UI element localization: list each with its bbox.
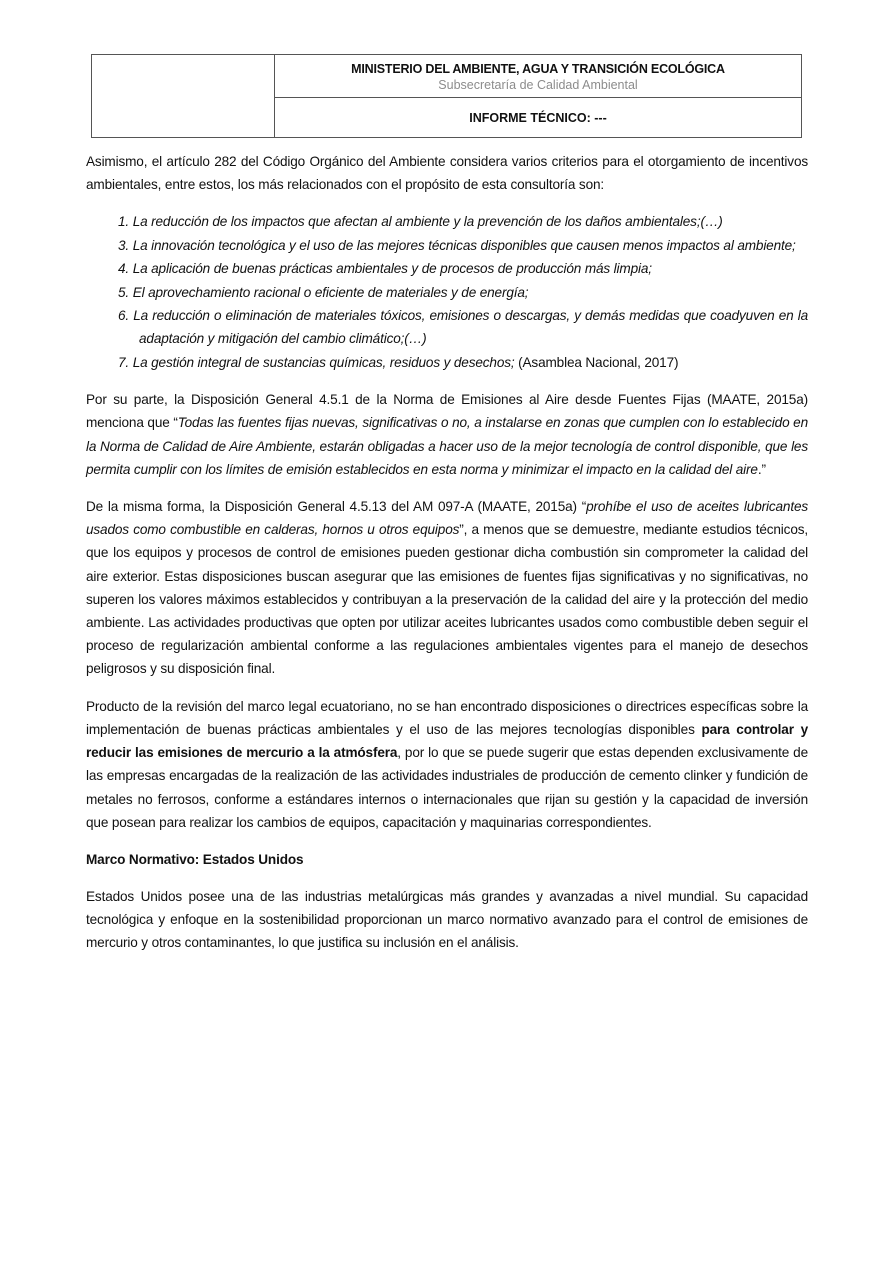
item-number: 3. [118, 237, 130, 253]
subsecretary-name: Subsecretaría de Calidad Ambiental [438, 78, 638, 92]
criteria-item [118, 257, 808, 280]
item-text: La reducción de los impactos que afectan al ambiente y la prevención de los daños ambientales;(…) [132, 214, 723, 230]
item-number: 6. [118, 308, 130, 324]
intro-paragraph: Asimismo, el artículo 282 del Código Orgánico del Ambiente considera varios criterios para el otorgamiento de incentivos ambientales, entre estos, los más relacionados con el propósito de esta consultoría son: [86, 154, 808, 193]
am-paragraph [86, 495, 808, 681]
item-text: El aprovechamiento racional o eficiente de materiales y de energía; [132, 284, 529, 300]
am-quote: prohíbe el uso de aceites lubricantes usados como combustible en calderas, hornos u otros equipos [86, 499, 809, 538]
item-number: 4. [118, 261, 130, 277]
document-body [86, 150, 808, 955]
item-number: 7. [118, 354, 130, 370]
report-label: INFORME TÉCNICO: --- [469, 110, 607, 125]
header-ministry-block [275, 55, 801, 98]
ministry-name: MINISTERIO DEL AMBIENTE, AGUA Y TRANSICIÓN ECOLÓGICA [351, 62, 725, 76]
item-text: La reducción o eliminación de materiales tóxicos, emisiones o descargas, y demás medidas que coadyuven en la adaptación y mitigación del cambio climático;(…) [133, 308, 808, 347]
item-text: La innovación tecnológica y el uso de las mejores técnicas disponibles que causen menos impactos al ambiente; [132, 237, 796, 253]
am-tail: ”, a menos que se demuestre, mediante estudios técnicos, que los equipos y procesos de control de emisiones pueden gestionar dicha combustión sin comprometer la calidad del aire exterior. Estas disposiciones buscan asegurar que las emisiones de fuentes fijas significativas y no significativas, no superen los valores máximos establecidos y contribuyan a la preservación de la calidad del aire y la protección del medio ambiente. Las actividades productivas que opten por utilizar aceites lubricantes usados como combustible deben seguir el proceso de regularización ambiental conforme a las regulaciones ambientales vigentes para el manejo de desechos peligrosos y su disposición final. [86, 522, 808, 677]
criteria-item [118, 234, 808, 257]
citation: (Asamblea Nacional, 2017) [514, 354, 679, 370]
producto-bold: para controlar y reducir las emisiones de mercurio a la atmósfera [86, 721, 808, 761]
section-heading: Marco Normativo: Estados Unidos [86, 851, 304, 867]
norma-paragraph [86, 388, 808, 481]
usa-paragraph: Estados Unidos posee una de las industrias metalúrgicas más grandes y avanzadas a nivel mundial. Su capacidad tecnológica y enfoque en la sostenibilidad proporcionan un marco normativo avanzado para el control de emisiones de mercurio y otros contaminantes, lo que justifica su inclusión en el análisis. [86, 888, 808, 951]
criteria-item [118, 281, 808, 304]
norma-quote: Todas las fuentes fijas nuevas, significativas o no, a instalarse en zonas que cumplen con lo establecido en la Norma de Calidad de Aire Ambiente, estarán obligadas a hacer uso de la mejor tecnología de control disponible, que les permita cumplir con los límites de emisión establecidos en esta norma y minimizar el impacto en la calidad del aire [86, 415, 808, 477]
producto-lead: Producto de la revisión del marco legal ecuatoriano, no se han encontrado disposiciones o directrices específicas sobre la implementación de buenas prácticas ambientales y el uso de las mejores tecnologías disponibles [86, 698, 808, 737]
producto-paragraph [86, 695, 808, 834]
norma-lead: Por su parte, la Disposición General 4.5.1 de la Norma de Emisiones al Aire desde Fuentes Fijas (MAATE, 2015a) menciona que “ [86, 392, 808, 431]
am-lead: De la misma forma, la Disposición General 4.5.13 del AM 097-A (MAATE, 2015a) “ [86, 499, 587, 515]
item-number: 5. [118, 284, 130, 300]
criteria-item [118, 351, 808, 374]
item-number: 1. [118, 214, 130, 230]
producto-tail: , por lo que se puede sugerir que estas dependen exclusivamente de las empresas encargadas de la realización de las actividades industriales de producción de cemento clinker y fundición de metales no ferrosos, conforme a estándares internos o internacionales que rijan su gestión y la capacidad de inversión que posean para realizar los cambios de equipos, capacitación y maquinarias correspondientes. [86, 745, 808, 830]
criteria-list [86, 210, 808, 374]
item-text: La aplicación de buenas prácticas ambientales y de procesos de producción más limpia; [132, 261, 652, 277]
item-text: La gestión integral de sustancias químicas, residuos y desechos; [132, 354, 515, 370]
norma-tail: .” [757, 461, 766, 477]
header-logo-cell [92, 55, 275, 137]
document-header-table [91, 54, 802, 138]
criteria-item [118, 210, 808, 233]
header-info-cell [275, 55, 801, 137]
criteria-item [118, 304, 808, 351]
